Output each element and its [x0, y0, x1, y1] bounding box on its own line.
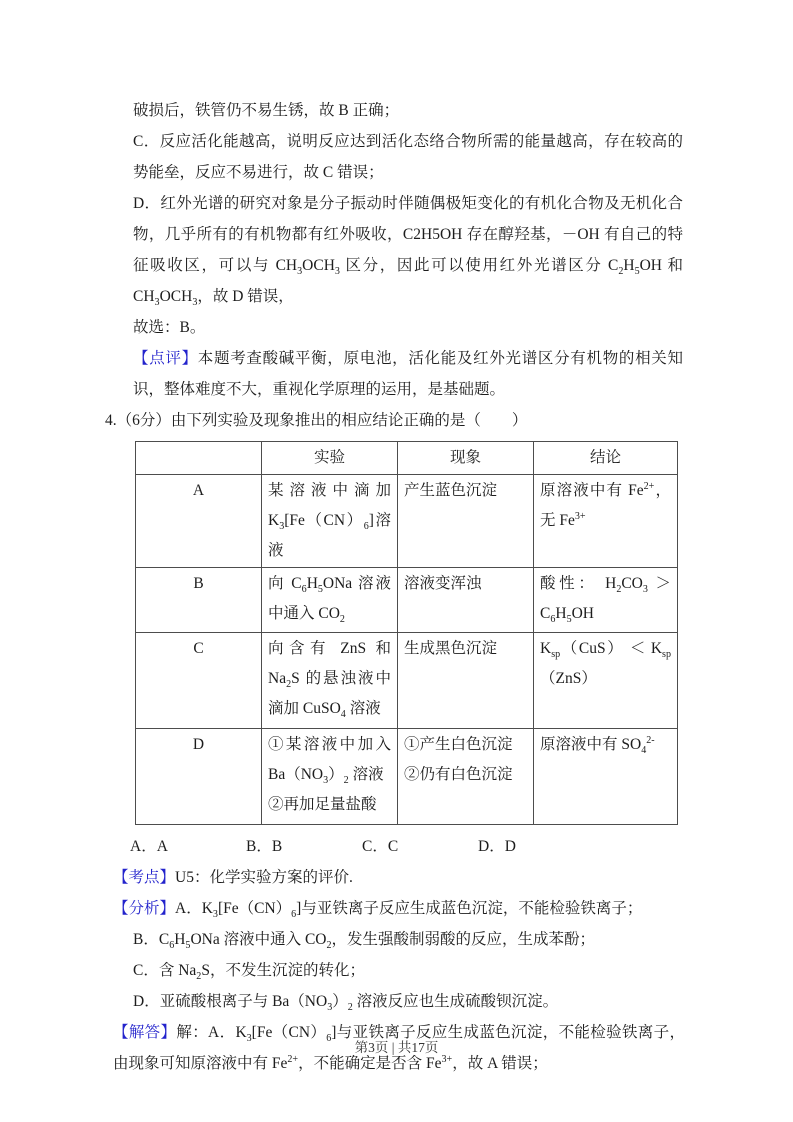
- table-row-b: [136, 568, 678, 633]
- option-d: D．D: [478, 838, 516, 855]
- table-row-d: [136, 729, 678, 825]
- table-row-c: [136, 633, 678, 729]
- topic-tag: 【考点】: [113, 869, 176, 886]
- analysis-item: D．亚硫酸根离子与 $Ba(NO_3)_2$ 溶液反应也生成硫酸钡沉淀。: [133, 993, 559, 1014]
- analysis-tag: 【分析】: [113, 900, 176, 917]
- table-row-a: [136, 475, 678, 568]
- analysis-item: C．含 $Na_2S$，不发生沉淀的转化；: [133, 962, 365, 983]
- solution-text: 解：A．$K_3[Fe(CN)_6]$与亚铁离子反应生成蓝色沉淀，不能检验铁离子，由现象可知原溶液中有 $Fe^{2+}$，不能确定是否含 $Fe^{3+}$，故 A 错误；: [113, 1024, 685, 1072]
- explanation-paragraph: C．反应活化能越高，说明反应达到活化态络合物所需的能量越高，存在较高的势能垒，反应不易进行，故 C 错误；: [133, 133, 683, 181]
- row-label: D: [136, 729, 262, 825]
- experiment-cell: 向 $C_6H_5ONa$ 溶液中通入 $CO_2$: [262, 568, 398, 633]
- conclusion-cell: 原溶液中有 $Fe^{2+}$，无 $Fe^{3+}$: [534, 475, 678, 568]
- option-b: B．B: [246, 838, 283, 855]
- solution-tag: 【解答】: [113, 1024, 177, 1041]
- answer-options-row: [130, 831, 687, 862]
- comment-text: 本题考查酸碱平衡，原电池，活化能及红外光谱区分有机物的相关知识，整体难度不大，重视化学原理的运用，是基础题。: [133, 350, 683, 398]
- table-header-conclusion: 结论: [534, 442, 678, 475]
- conclusion-cell: 酸性： $H_2CO_3 > C_6H_5OH$: [534, 568, 678, 633]
- table-header-row: [136, 442, 678, 475]
- option-a: A．A: [130, 838, 168, 855]
- page-content: [105, 95, 687, 1079]
- phenomenon-cell: ①产生白色沉淀 ②仍有白色沉淀: [398, 729, 534, 825]
- experiment-cell: ①某溶液中加入 $Ba(NO_3)_2$ 溶液 ②再加足量盐酸: [262, 729, 398, 825]
- analysis-item: B．$C_6H_5ONa$ 溶液中通入 $CO_2$，发生强酸制弱酸的反应，生成苯酚；: [133, 931, 596, 952]
- comment-tag: 【点评】: [133, 350, 198, 367]
- option-c: C．C: [362, 838, 399, 855]
- table-header-phenomenon: 现象: [398, 442, 534, 475]
- topic-text: U5：化学实验方案的评价.: [175, 869, 353, 886]
- table-header-experiment: 实验: [262, 442, 398, 475]
- comment-paragraph: [133, 343, 683, 405]
- page-footer: 第3页 | 共17页: [354, 1040, 439, 1055]
- question4-stem: 4.（6分）由下列实验及现象推出的相应结论正确的是（ ）: [105, 412, 528, 429]
- phenomenon-cell: 溶液变浑浊: [398, 568, 534, 633]
- topic-paragraph: [113, 862, 685, 893]
- row-label: A: [136, 475, 262, 568]
- analysis-paragraph: [113, 893, 685, 924]
- explanation-paragraph: D．红外光谱的研究对象是分子振动时伴随偶极矩变化的有机化合物及无机化合物，几乎所有的有机物都有红外吸收，C2H5OH 存在醇羟基，－OH 有自己的特征吸收区，可以与 $CH_3OCH_3$ 区分，因此可以使用红外光谱区分 $C_2H_5OH$ 和 $CH_3OCH_3$，故 D 错误，: [133, 195, 684, 309]
- explanation-paragraph: 故选：B。: [133, 319, 206, 336]
- phenomenon-cell: 产生蓝色沉淀: [398, 475, 534, 568]
- analysis-lead: A．$K_3[Fe(CN)_6]$与亚铁离子反应生成蓝色沉淀，不能检验铁离子；: [175, 900, 643, 921]
- experiment-cell: 向含有 ZnS 和 $Na_2S$ 的悬浊液中滴加 CuSO$_4$ 溶液: [262, 633, 398, 729]
- experiment-table: [135, 441, 678, 825]
- phenomenon-cell: 生成黑色沉淀: [398, 633, 534, 729]
- row-label: B: [136, 568, 262, 633]
- explanation-paragraph: 破损后，铁管仍不易生锈，故 B 正确；: [133, 102, 400, 119]
- table-header-blank: [136, 442, 262, 475]
- experiment-cell: 某溶液中滴加 $K_3[Fe(CN)_6]$溶液: [262, 475, 398, 568]
- question3-explanation-block: [133, 95, 683, 405]
- row-label: C: [136, 633, 262, 729]
- conclusion-cell: $K_{sp}(CuS) < K_{sp}(ZnS)$: [534, 633, 678, 729]
- conclusion-cell: 原溶液中有 $SO_4^{2-}$: [534, 729, 678, 825]
